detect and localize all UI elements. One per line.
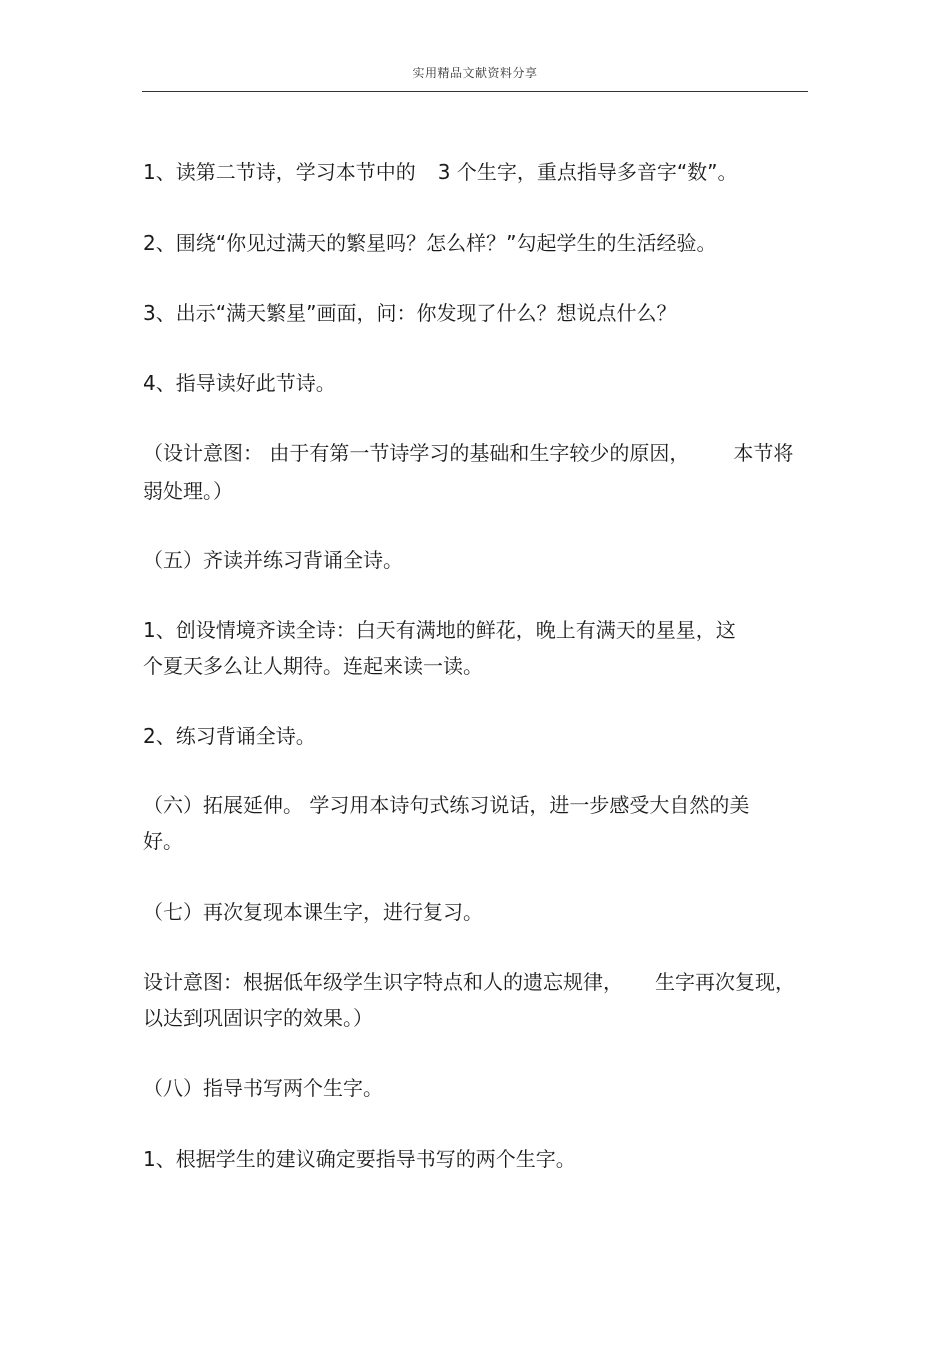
text-line [143, 436, 793, 470]
text-line [143, 155, 738, 189]
text-segment: （设计意图： 由于有第一节诗学习的基础和生字较少的原因， [143, 441, 690, 465]
text-line: 3、出示“满天繁星”画面，问：你发现了什么？想说点什么？ [143, 301, 677, 325]
text-segment: 1、读第二节诗，学习本节中的 [143, 160, 416, 184]
text-line: 1、根据学生的建议确定要指导书写的两个生字。 [143, 1147, 576, 1171]
text-line: 2、围绕“你见过满天的繁星吗？怎么样？”勾起学生的生活经验。 [143, 231, 717, 255]
text-segment: 设计意图：根据低年级学生识字特点和人的遗忘规律， [143, 970, 623, 994]
section-heading: （五）齐读并练习背诵全诗。 [143, 548, 403, 572]
text-line: 4、指导读好此节诗。 [143, 371, 336, 395]
section-heading: （六）拓展延伸。 学习用本诗句式练习说话，进一步感受大自然的美 [143, 793, 750, 817]
text-line: 2、练习背诵全诗。 [143, 724, 316, 748]
text-segment: 本节将 [733, 441, 794, 465]
section-heading: （七）再次复现本课生字，进行复习。 [143, 900, 483, 924]
text-line: 弱处理。） [143, 479, 233, 503]
text-line: 以达到巩固识字的效果。） [143, 1006, 373, 1030]
text-line [143, 965, 795, 999]
page-header: 实用精品文献资料分享 [412, 66, 538, 80]
section-heading: （八）指导书写两个生字。 [143, 1076, 383, 1100]
header-divider [142, 91, 808, 92]
text-line: 个夏天多么让人期待。连起来读一读。 [143, 654, 483, 678]
text-segment: 生字再次复现， [655, 970, 795, 994]
text-line: 好。 [143, 829, 183, 853]
text-segment: 3 个生字，重点指导多音字“数”。 [437, 160, 738, 184]
text-line: 1、创设情境齐读全诗：白天有满地的鲜花，晚上有满天的星星，这 [143, 618, 736, 642]
